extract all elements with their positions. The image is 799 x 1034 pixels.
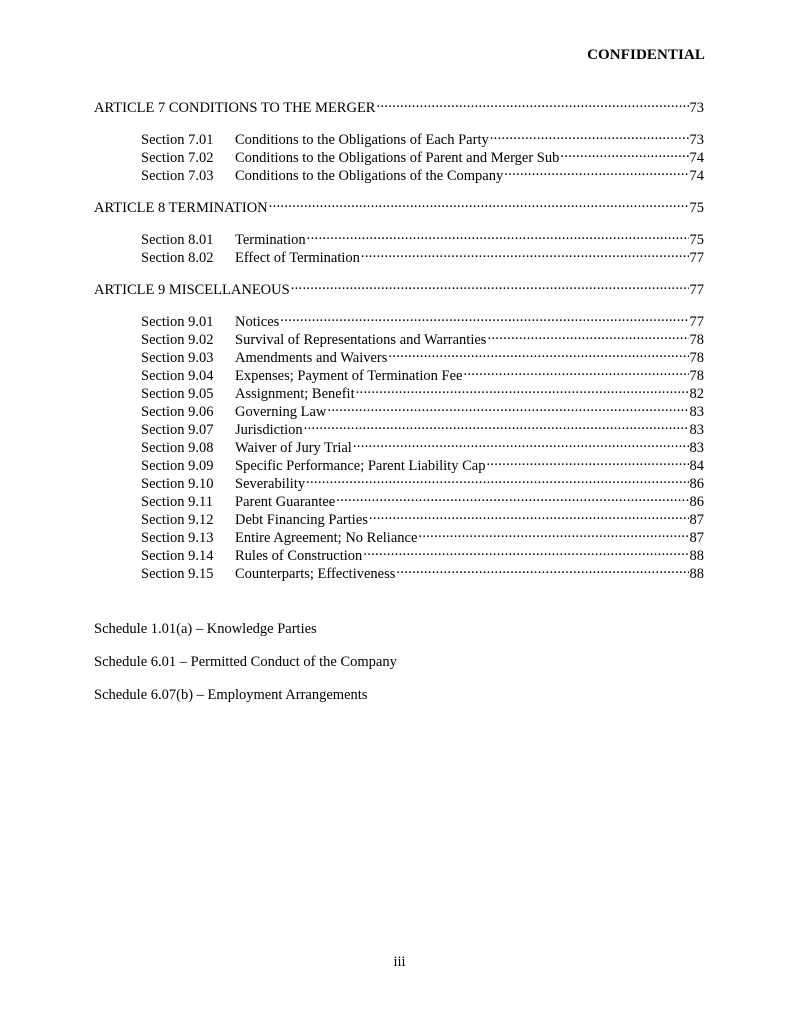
section-title: Severability xyxy=(235,476,306,492)
section-number: Section 8.01 xyxy=(141,232,214,248)
page-number: 78 xyxy=(689,368,704,384)
dot-leader xyxy=(363,542,688,560)
dot-leader xyxy=(307,226,689,244)
section-number: Section 9.04 xyxy=(141,368,214,384)
page-number: 82 xyxy=(689,386,704,402)
section-number: Section 9.15 xyxy=(141,566,214,582)
dot-leader xyxy=(504,162,688,180)
section-title: Specific Performance; Parent Liability Cap xyxy=(235,458,486,474)
schedules-list xyxy=(94,620,397,719)
section-title: Termination xyxy=(235,232,306,248)
section-number: Section 9.12 xyxy=(141,512,214,528)
section-number: Section 9.14 xyxy=(141,548,214,564)
section-title: Conditions to the Obligations of Parent and Merger Sub xyxy=(235,150,560,166)
section-number: Section 9.10 xyxy=(141,476,214,492)
dot-leader xyxy=(306,470,688,488)
section-title: Rules of Construction xyxy=(235,548,363,564)
page-number: 87 xyxy=(689,512,704,528)
article-8-block xyxy=(94,194,704,266)
section-number: Section 9.03 xyxy=(141,350,214,366)
table-of-contents xyxy=(94,94,704,592)
section-number: Section 9.13 xyxy=(141,530,214,546)
article-title: ARTICLE 9 MISCELLANEOUS xyxy=(94,282,290,298)
page-number: 73 xyxy=(689,132,704,148)
section-title: Jurisdiction xyxy=(235,422,303,438)
page-number: 87 xyxy=(689,530,704,546)
page-number: 88 xyxy=(689,566,704,582)
page-number: 74 xyxy=(689,150,704,166)
section-title: Survival of Representations and Warranties xyxy=(235,332,487,348)
schedule-item[interactable]: Schedule 1.01(a) – Knowledge Parties xyxy=(94,621,317,637)
section-number: Section 9.09 xyxy=(141,458,214,474)
dot-leader xyxy=(376,94,688,112)
section-number: Section 9.08 xyxy=(141,440,214,456)
page-number: 78 xyxy=(689,350,704,366)
dot-leader xyxy=(291,276,689,294)
article-title: ARTICLE 8 TERMINATION xyxy=(94,200,268,216)
page-number: 83 xyxy=(689,404,704,420)
section-title: Entire Agreement; No Reliance xyxy=(235,530,418,546)
page-number: 88 xyxy=(689,548,704,564)
schedule-item[interactable]: Schedule 6.01 – Permitted Conduct of the Company xyxy=(94,654,397,670)
page-number: 75 xyxy=(689,232,704,248)
toc-section-entry[interactable] xyxy=(94,226,704,248)
article-9-entry[interactable] xyxy=(94,276,704,298)
section-title: Conditions to the Obligations of the Company xyxy=(235,168,504,184)
article-7-entry[interactable] xyxy=(94,94,704,116)
dot-leader xyxy=(280,308,688,326)
dot-leader xyxy=(369,506,689,524)
section-title: Governing Law xyxy=(235,404,327,420)
page-number: 84 xyxy=(689,458,704,474)
page-number: 83 xyxy=(689,440,704,456)
dot-leader xyxy=(353,434,689,452)
dot-leader xyxy=(418,524,688,542)
section-title: Counterparts; Effectiveness xyxy=(235,566,396,582)
section-number: Section 8.02 xyxy=(141,250,214,266)
article-title: ARTICLE 7 CONDITIONS TO THE MERGER xyxy=(94,100,376,116)
section-title: Conditions to the Obligations of Each Party xyxy=(235,132,489,148)
article-9-block xyxy=(94,276,704,582)
section-title: Amendments and Waivers xyxy=(235,350,388,366)
section-number: Section 7.02 xyxy=(141,150,214,166)
page-number: 86 xyxy=(689,494,704,510)
dot-leader xyxy=(356,380,689,398)
section-title: Effect of Termination xyxy=(235,250,360,266)
dot-leader xyxy=(336,488,688,506)
section-title: Expenses; Payment of Termination Fee xyxy=(235,368,463,384)
section-title: Debt Financing Parties xyxy=(235,512,368,528)
section-number: Section 9.05 xyxy=(141,386,214,402)
dot-leader xyxy=(463,362,688,380)
dot-leader xyxy=(490,126,689,144)
dot-leader xyxy=(486,452,688,470)
section-number: Section 7.01 xyxy=(141,132,214,148)
dot-leader xyxy=(396,560,688,578)
dot-leader xyxy=(304,416,689,434)
section-number: Section 9.01 xyxy=(141,314,214,330)
page-number-footer: iii xyxy=(393,954,406,970)
page-number: 77 xyxy=(689,250,704,266)
article-8-entry[interactable] xyxy=(94,194,704,216)
page-number: 83 xyxy=(689,422,704,438)
section-title: Notices xyxy=(235,314,280,330)
page-number: 77 xyxy=(689,314,704,330)
dot-leader xyxy=(560,144,688,162)
dot-leader xyxy=(388,344,688,362)
section-number: Section 9.02 xyxy=(141,332,214,348)
page-number: 86 xyxy=(689,476,704,492)
section-title: Waiver of Jury Trial xyxy=(235,440,352,456)
dot-leader xyxy=(327,398,688,416)
page-number: 74 xyxy=(689,168,704,184)
section-number: Section 9.11 xyxy=(141,494,213,510)
article-7-block xyxy=(94,94,704,184)
dot-leader xyxy=(487,326,688,344)
schedule-item[interactable]: Schedule 6.07(b) – Employment Arrangements xyxy=(94,687,368,703)
page-number: 75 xyxy=(689,200,704,216)
section-number: Section 9.07 xyxy=(141,422,214,438)
page-number: 73 xyxy=(689,100,704,116)
page-number: 78 xyxy=(689,332,704,348)
page-number: 77 xyxy=(689,282,704,298)
toc-section-entry[interactable] xyxy=(94,126,704,148)
section-title: Assignment; Benefit xyxy=(235,386,355,402)
section-number: Section 9.06 xyxy=(141,404,214,420)
section-number: Section 7.03 xyxy=(141,168,214,184)
section-title: Parent Guarantee xyxy=(235,494,336,510)
confidential-label: CONFIDENTIAL xyxy=(587,47,705,63)
dot-leader xyxy=(361,244,689,262)
toc-section-entry[interactable] xyxy=(94,308,704,330)
dot-leader xyxy=(269,194,689,212)
